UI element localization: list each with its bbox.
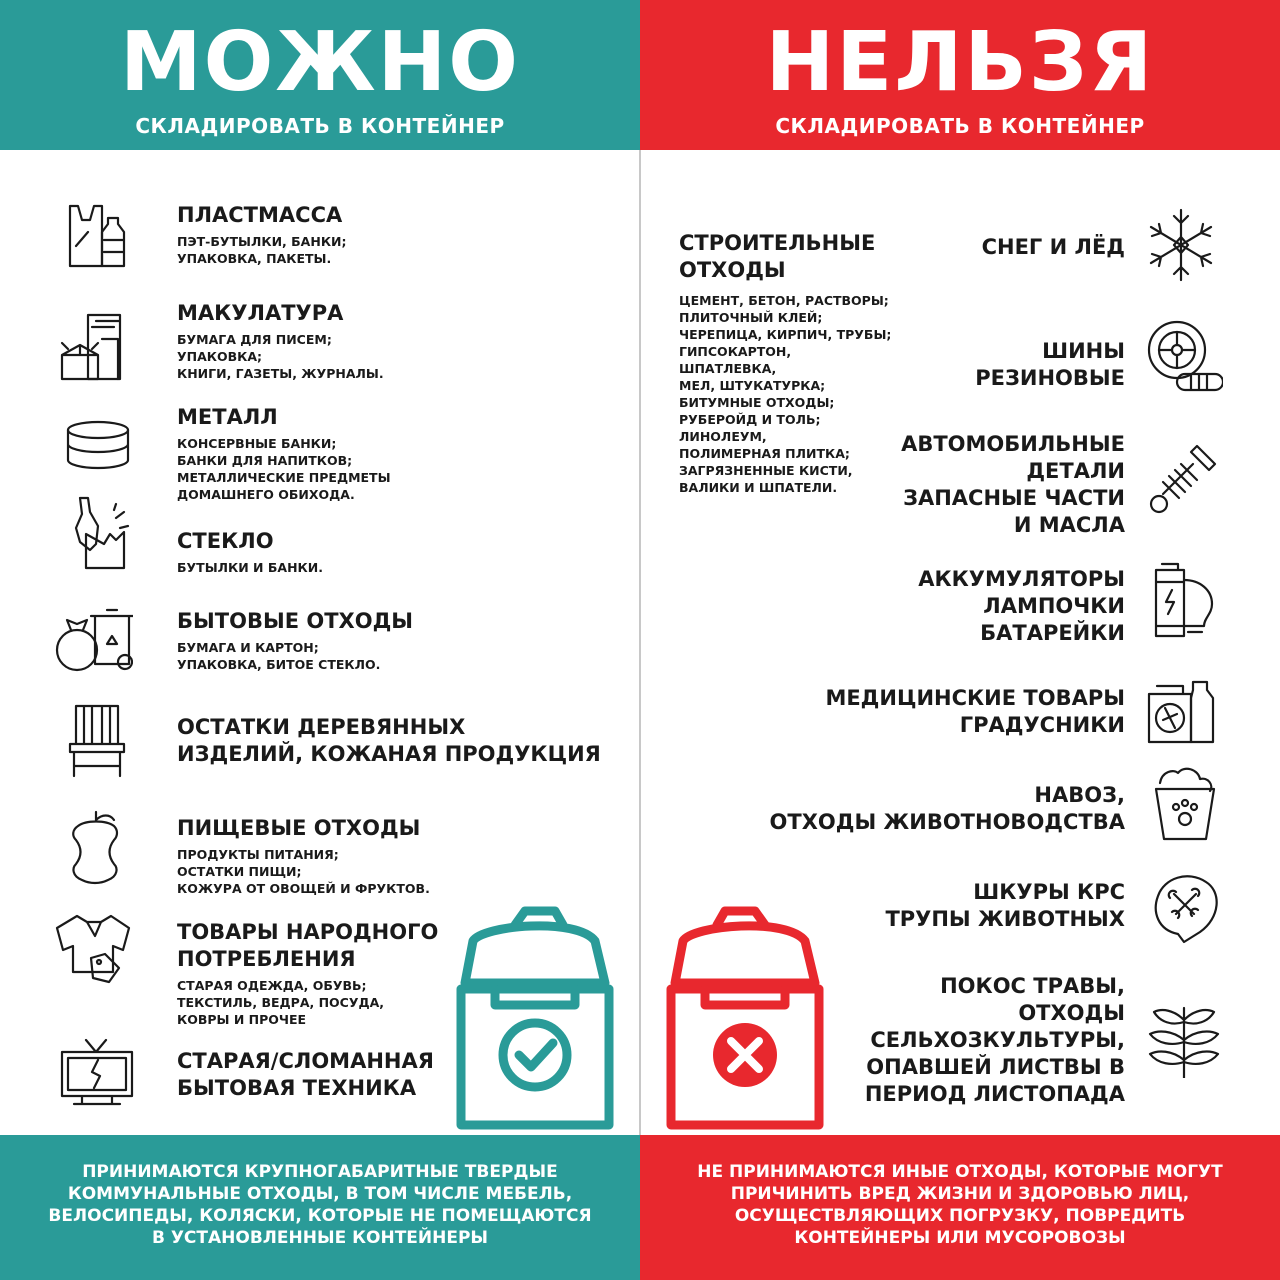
plastic-icon — [60, 196, 138, 274]
item-title: ПИЩЕВЫЕ ОТХОДЫ — [177, 816, 421, 840]
item-title: СНЕГ И ЛЁД — [981, 235, 1125, 259]
allowed-item-household — [177, 608, 617, 673]
item-title: СТРОИТЕЛЬНЫЕ ОТХОДЫ — [679, 231, 876, 282]
item-title: АВТОМОБИЛЬНЫЕ ДЕТАЛИ ЗАПАСНЫЕ ЧАСТИ И МАСЛА — [901, 432, 1125, 537]
battery-bulb-icon — [1148, 562, 1226, 640]
item-desc: БУМАГА ДЛЯ ПИСЕМ; УПАКОВКА; КНИГИ, ГАЗЕТЫ, ЖУРНАЛЫ. — [177, 332, 384, 381]
forbidden-item-grass — [825, 973, 1125, 1108]
allowed-item-food — [177, 815, 617, 897]
allowed-subtitle: СКЛАДИРОВАТЬ В КОНТЕЙНЕР — [135, 114, 505, 138]
item-title: ПОКОС ТРАВЫ, ОТХОДЫ СЕЛЬХОЗКУЛЬТУРЫ, ОПАВШЕЙ ЛИСТВЫ В ПЕРИОД ЛИСТОПАДА — [864, 974, 1125, 1106]
broken-tv-icon — [58, 1036, 136, 1114]
item-title: АККУМУЛЯТОРЫ ЛАМПОЧКИ БАТАРЕЙКИ — [918, 567, 1125, 645]
item-title: МЕДИЦИНСКИЕ ТОВАРЫ ГРАДУСНИКИ — [825, 686, 1125, 737]
broken-glass-icon — [60, 494, 138, 572]
item-desc: БУМАГА И КАРТОН; УПАКОВКА, БИТОЕ СТЕКЛО. — [177, 640, 381, 672]
item-title: НАВОЗ, ОТХОДЫ ЖИВОТНОВОДСТВА — [769, 783, 1125, 834]
forbidden-item-manure — [685, 782, 1125, 836]
tire-icon — [1145, 318, 1223, 396]
item-desc: БУТЫЛКИ И БАНКИ. — [177, 560, 323, 575]
paper-boxes-icon — [58, 305, 136, 383]
forbidden-item-auto-parts — [685, 431, 1125, 539]
forbidden-title: НЕЛЬЗЯ — [765, 15, 1155, 110]
forbidden-item-batteries — [685, 566, 1125, 647]
column-divider — [639, 150, 641, 1135]
item-title: ШИНЫ РЕЗИНОВЫЕ — [975, 339, 1125, 390]
forbidden-item-tires — [685, 338, 1125, 392]
allowed-item-paper — [177, 300, 617, 382]
forbidden-header — [640, 0, 1280, 150]
item-title: ПЛАСТМАССА — [177, 203, 343, 227]
item-title: СТЕКЛО — [177, 529, 274, 553]
allowed-item-wood-leather — [177, 714, 617, 768]
leaves-icon — [1148, 1000, 1226, 1078]
item-desc: ПРОДУКТЫ ПИТАНИЯ; ОСТАТКИ ПИЩИ; КОЖУРА ОТ ОВОЩЕЙ И ФРУКТОВ. — [177, 847, 430, 896]
item-desc: СТАРАЯ ОДЕЖДА, ОБУВЬ; ТЕКСТИЛЬ, ВЕДРА, ПОСУДА, КОВРЫ И ПРОЧЕЕ — [177, 978, 385, 1027]
shock-absorber-icon — [1145, 440, 1223, 518]
allowed-item-consumer-goods — [177, 919, 477, 1028]
snowflake-icon — [1142, 206, 1220, 284]
forbidden-item-snow — [685, 234, 1125, 261]
item-title: ТОВАРЫ НАРОДНОГО ПОТРЕБЛЕНИЯ — [177, 920, 439, 971]
forbidden-item-medical — [685, 685, 1125, 739]
allowed-bin-icon — [455, 905, 615, 1135]
forbidden-footer-text: НЕ ПРИНИМАЮТСЯ ИНЫЕ ОТХОДЫ, КОТОРЫЕ МОГУТ ПРИЧИНИТЬ ВРЕД ЖИЗНИ И ЗДОРОВЬЮ ЛИЦ, ОСУЩЕСТВЛЯЮЩИХ ПОГРУЗКУ, ПОВРЕДИТЬ КОНТЕЙНЕРЫ ИЛИ МУСОРОВОЗЫ — [697, 1162, 1223, 1248]
tin-can-icon — [60, 408, 138, 486]
item-title: БЫТОВЫЕ ОТХОДЫ — [177, 609, 414, 633]
allowed-footer-text: ПРИНИМАЮТСЯ КРУПНОГАБАРИТНЫЕ ТВЕРДЫЕ КОММУНАЛЬНЫЕ ОТХОДЫ, В ТОМ ЧИСЛЕ МЕБЕЛЬ, ВЕЛОСИПЕДЫ, КОЛЯСКИ, КОТОРЫЕ НЕ ПОМЕЩАЮТСЯ В УСТАНОВЛЕННЫЕ КОНТЕЙНЕРЫ — [48, 1162, 592, 1248]
item-title: МЕТАЛЛ — [177, 405, 278, 429]
allowed-title: МОЖНО — [119, 15, 521, 110]
clothes-tag-icon — [55, 910, 133, 988]
allowed-item-plastic — [177, 202, 617, 267]
allowed-header — [0, 0, 640, 150]
household-waste-icon — [55, 600, 133, 678]
item-title: СТАРАЯ/СЛОМАННАЯ БЫТОВАЯ ТЕХНИКА — [177, 1049, 434, 1100]
chair-icon — [58, 702, 136, 780]
apple-core-icon — [58, 810, 136, 888]
allowed-item-metal — [177, 404, 617, 503]
manure-bucket-icon — [1150, 765, 1228, 843]
forbidden-footer — [640, 1135, 1280, 1280]
allowed-item-glass — [177, 528, 617, 576]
item-title: ШКУРЫ КРС ТРУПЫ ЖИВОТНЫХ — [885, 880, 1125, 931]
forbidden-subtitle: СКЛАДИРОВАТЬ В КОНТЕЙНЕР — [775, 114, 1145, 138]
allowed-footer — [0, 1135, 640, 1280]
item-title: ОСТАТКИ ДЕРЕВЯННЫХ ИЗДЕЛИЙ, КОЖАНАЯ ПРОДУКЦИЯ — [177, 715, 601, 766]
item-desc: КОНСЕРВНЫЕ БАНКИ; БАНКИ ДЛЯ НАПИТКОВ; МЕТАЛЛИЧЕСКИЕ ПРЕДМЕТЫ ДОМАШНЕГО ОБИХОДА. — [177, 436, 391, 502]
item-title: МАКУЛАТУРА — [177, 301, 344, 325]
bone-icon — [1150, 868, 1228, 946]
medicine-icon — [1145, 670, 1223, 748]
allowed-item-appliances — [177, 1048, 467, 1102]
forbidden-bin-icon — [665, 905, 825, 1135]
item-desc: ЦЕМЕНТ, БЕТОН, РАСТВОРЫ; ПЛИТОЧНЫЙ КЛЕЙ; ЧЕРЕПИЦА, КИРПИЧ, ТРУБЫ; ГИПСОКАРТОН, ШПАТЛЕВКА, МЕЛ, ШТУКАТУРКА; БИТУМНЫЕ ОТХОДЫ; РУБЕРОЙД И ТОЛЬ; ЛИНОЛЕУМ, ПОЛИМЕРНАЯ ПЛИТКА; ЗАГРЯЗНЕННЫЕ КИСТИ, ВАЛИКИ И ШПАТЕЛИ. — [679, 293, 892, 495]
item-desc: ПЭТ-БУТЫЛКИ, БАНКИ; УПАКОВКА, ПАКЕТЫ. — [177, 234, 347, 266]
